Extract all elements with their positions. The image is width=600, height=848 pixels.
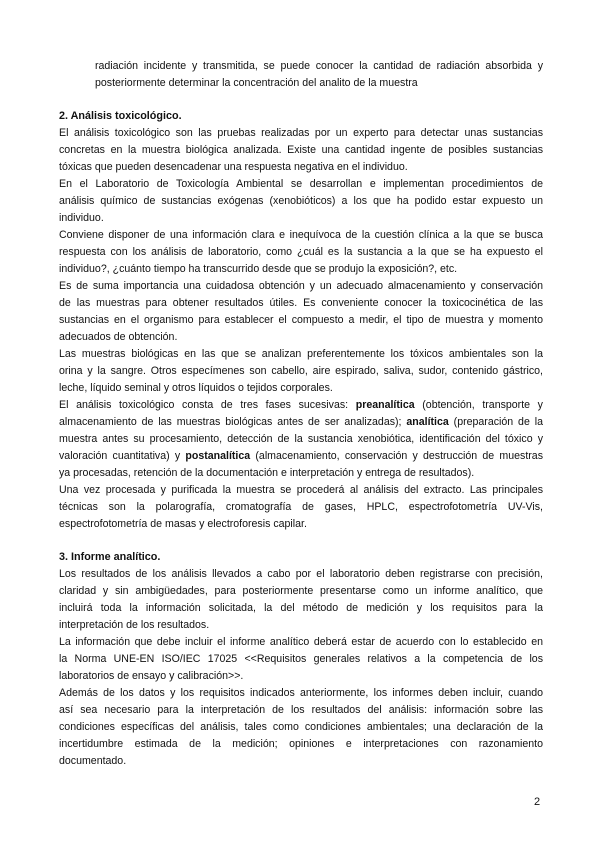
text-line: Es de suma importancia una cuidadosa obtención y un adecuado almacenamiento y conservación xyxy=(59,280,543,292)
text-line: tóxicas que pueden desencadenar una respuesta negativa en el individuo. xyxy=(59,161,408,173)
text-line: incluirá toda la información solicitada, la del método de medición y los requisitos para la xyxy=(59,602,543,614)
section-3-paragraph-2 xyxy=(59,634,543,685)
text-line: condiciones específicas del análisis, tales como condiciones ambientales; una declaración de la xyxy=(59,721,543,733)
section-2-paragraph-4 xyxy=(59,278,543,346)
text-line: muestra antes su procesamiento, detección de la sustancia xenobiótica, identificación del tóxico y xyxy=(59,433,543,445)
text-line: El análisis toxicológico son las pruebas realizadas por un experto para detectar unas sustancias xyxy=(59,127,543,139)
text-line: análisis químico de sustancias exógenas (xenobióticos) a los que ha podido estar expuesto un xyxy=(59,195,543,207)
text-run: (obtención, transporte y xyxy=(414,399,543,411)
text-line: técnicas son la polarografía, cromatografía de gases, HPLC, espectrofotometría UV-Vis, xyxy=(59,501,543,513)
text-line: así sea necesario para la interpretación de los resultados del análisis: información sobre las xyxy=(59,704,543,716)
text-line: claridad y sin ambigüedades, para posteriormente presentarse como un informe analítico, que xyxy=(59,585,543,597)
text-line xyxy=(59,414,543,431)
text-line: La información que debe incluir el informe analítico deberá estar de acuerdo con lo establecido en xyxy=(59,636,543,648)
section-2-heading: 2. Análisis toxicológico. xyxy=(59,110,182,122)
text-line: individuo?, ¿cuánto tiempo ha transcurrido desde que se produjo la exposición?, etc. xyxy=(59,263,458,275)
text-line: concretas en la muestra biológica analizada. Existe una cantidad ingente de posibles sustancias xyxy=(59,144,543,156)
text-line: Conviene disponer de una información clara e inequívoca de la cuestión clínica a la que se busca xyxy=(59,229,543,241)
text-line: espectrofotometría de masas y electroforesis capilar. xyxy=(59,518,307,530)
text-line: laboratorios de ensayo y calibración>>. xyxy=(59,670,244,682)
intro-paragraph xyxy=(95,58,543,92)
text-line: de las muestras para obtener resultados útiles. Es conveniente conocer la toxicocinética de las xyxy=(59,297,543,309)
text-line: sustancias en el organismo para establecer el compuesto a medir, el tipo de muestra y momento xyxy=(59,314,543,326)
section-3-heading: 3. Informe analítico. xyxy=(59,551,161,563)
text-run: El análisis toxicológico consta de tres fases sucesivas: xyxy=(59,399,356,411)
text-run: almacenamiento de las muestras biológicas antes de ser analizadas); xyxy=(59,416,407,428)
text-line: leche, líquido seminal y otros líquidos o tejidos corporales. xyxy=(59,382,333,394)
section-2-paragraph-6 xyxy=(59,397,543,482)
bold-term: postanalítica xyxy=(185,450,251,462)
text-line: radiación incidente y transmitida, se puede conocer la cantidad de radiación absorbida y xyxy=(95,60,543,72)
text-line: documentado. xyxy=(59,755,127,767)
section-2-paragraph-5 xyxy=(59,346,543,397)
section-2-paragraph-3 xyxy=(59,227,543,278)
text-line: ya procesadas, retención de la documentación e interpretación y entrega de resultados). xyxy=(59,467,475,479)
section-3-paragraph-3 xyxy=(59,685,543,770)
text-run: valoración cuantitativa) y xyxy=(59,450,186,462)
text-line: incertidumbre estimada de la medición; opiniones e interpretaciones con razonamiento xyxy=(59,738,543,750)
text-line: adecuados de obtención. xyxy=(59,331,178,343)
text-line: orina y la sangre. Otros especímenes son cabello, aire espirado, saliva, sudor, contenido gástrico, xyxy=(59,365,543,377)
text-run: (almacenamiento, conservación y destrucción de muestras xyxy=(250,450,543,462)
section-2-paragraph-2 xyxy=(59,176,543,227)
text-line: la Norma UNE-EN ISO/IEC 17025 <<Requisitos generales relativos a la competencia de los xyxy=(59,653,543,665)
text-line: Además de los datos y los requisitos indicados anteriormente, los informes deben incluir, cuando xyxy=(59,687,543,699)
text-line: Los resultados de los análisis llevados a cabo por el laboratorio deben registrarse con precisión, xyxy=(59,568,543,580)
text-line xyxy=(59,397,543,414)
bold-term: preanalítica xyxy=(355,399,415,411)
text-line: Una vez procesada y purificada la muestra se procederá al análisis del extracto. Las principales xyxy=(59,484,543,496)
text-line: Las muestras biológicas en las que se analizan preferentemente los tóxicos ambientales son la xyxy=(59,348,543,360)
text-line xyxy=(59,448,543,465)
text-line: posteriormente determinar la concentración del analito de la muestra xyxy=(95,77,418,89)
section-3-paragraph-1 xyxy=(59,566,543,634)
bold-term: analítica xyxy=(406,416,449,428)
text-line: En el Laboratorio de Toxicología Ambiental se desarrollan e implementan procedimientos de xyxy=(59,178,543,190)
section-2-paragraph-7 xyxy=(59,482,543,533)
section-2-paragraph-1 xyxy=(59,125,543,176)
text-run: (preparación de la xyxy=(448,416,543,428)
text-line: individuo. xyxy=(59,212,104,224)
text-line: respuesta con los análisis de laboratorio, como ¿cuál es la sustancia a la que se ha expuesto el xyxy=(59,246,543,258)
page-number: 2 xyxy=(534,796,541,808)
text-line: interpretación de los resultados. xyxy=(59,619,210,631)
